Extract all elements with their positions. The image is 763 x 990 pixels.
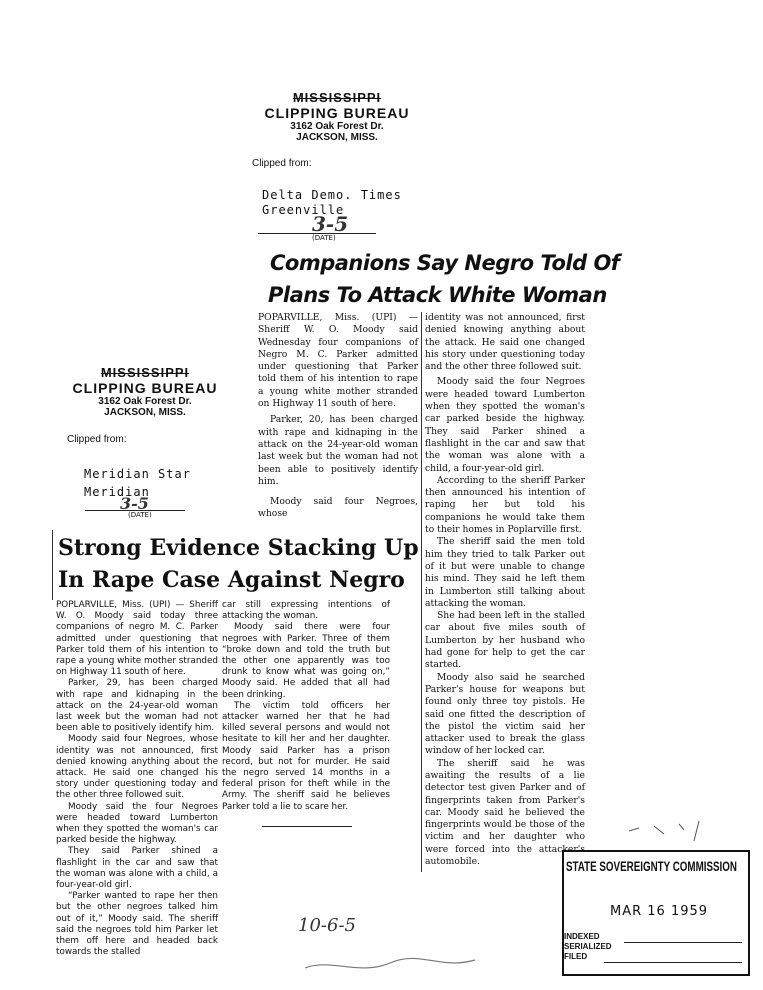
bureau-address: 3162 Oak Forest Dr. [290,121,384,132]
article-bottom-column-2 [222,600,390,813]
article-paragraph: According to the sheriff Parker then announced his intention of raping her but told his companions he would take them to their homes in Poplarville first. [425,474,585,536]
date-label-top: (DATE) [312,234,336,242]
stamp-rule [624,942,742,943]
article-paragraph: “Parker wanted to rape her then but the other negroes talked him out of it,” Moody said. The sheriff said the negroes told him Parker let them off here and headed back towards the stalled [56,891,218,958]
bureau-address: 3162 Oak Forest Dr. [98,396,192,407]
headline-bottom-line2: In Rape Case Against Negro [58,567,405,593]
bureau-name: CLIPPING BUREAU [264,105,410,121]
commission-title: STATE SOVEREIGNTY COMMISSION [566,858,737,874]
handwritten-file-number: 10-6-5 [298,915,356,936]
stamp-rule [604,962,742,963]
headline-bottom-line1: Strong Evidence Stacking Up [58,535,419,561]
headline-top-line1: Companions Say Negro Told Of [270,251,620,275]
clipped-from-label-top: Clipped from: [252,158,312,169]
handwritten-scribble [300,948,480,978]
headline-top-line2: Plans To Attack White Woman [268,283,607,307]
article-top-column-1 [258,312,418,521]
clipped-from-label-left: Clipped from: [67,434,127,445]
article-paragraph: Moody said the four Negroes were headed toward Lumberton when they spotted the woman's car parked beside the highway. [56,801,218,846]
newspaper-name-left: Meridian Star [84,467,191,481]
commission-date: MAR 16 1959 [610,904,709,919]
article-paragraph: car still expressing intentions of attacking the woman. [222,600,390,622]
article-paragraph: identity was not announced, first denied knowing anything about the attack. He said one changed his story under questioning today and the other three followed suit. [425,312,585,373]
article-bottom-column-1 [56,600,218,959]
article-paragraph: The sheriff said he was awaiting the results of a lie detector test given Parker and of fingerprints taken from Parker's car. Moody said he believed the fingerprints would be those of the victim and her daughter who were forced into the attacker's automobile. [425,757,585,868]
article-paragraph: POPLARVILLE, Miss. (UPI) — Sheriff W. O. Moody said today three companions of negro M. C. Parker admitted under questioning that Parker told them of his intention to rape a young white mother stranded on Highway 11 south of here. [56,600,218,678]
serialized-label: SERIALIZED [564,942,612,951]
bureau-state: MISSISSIPPI [100,365,190,380]
article-top-column-2 [425,312,585,868]
newspaper-city-left: Meridian [84,485,150,499]
article-paragraph: Moody said there were four negroes with Parker. Three of them “broke down and told the truth but the other one apparently was too drunk to know what was going on,” Moody said. He added that all had been drinking. [222,622,390,700]
filed-label: FILED [564,952,588,961]
article-paragraph: Parker, 20, has been charged with rape and kidnaping in the attack on the 24-year-old woman last week but the woman had not been able to positively identify him. [258,414,418,487]
article-paragraph: She had been left in the stalled car about five miles south of Lumberton by her husband who had gone for help to get the car started. [425,610,585,671]
article-bottom-left-border [52,530,53,600]
newspaper-name-top: Delta Demo. Times [262,188,402,202]
corner-scribble [624,816,714,846]
article-paragraph: Parker, 29, has been charged with rape and kidnaping in the attack on the 24-year-old woman last week but the woman had not been able to positively identify him. [56,678,218,734]
column-divider-top [421,312,422,872]
date-label-left: (DATE) [128,511,152,519]
article-paragraph: POPARVILLE, Miss. (UPI) — Sheriff W. O. Moody said Wednesday four companions of Negro M. C. Parker admitted under questioning that Parker told them of his intention to rape a young white mother stranded on Highway 11 south of here. [258,312,418,410]
clipping-bureau-stamp-top [262,90,412,143]
bureau-name: CLIPPING BUREAU [72,380,218,396]
date-handwritten-top: 3-5 [312,212,349,236]
bureau-city: JACKSON, MISS. [104,407,186,418]
commission-received-stamp [562,850,750,976]
clipping-bureau-stamp-left [70,365,220,418]
article-paragraph: The victim told officers her attacker warned her that he had killed several persons and would not hesitate to kill her and her daughter. Moody said Parker has a prison record, but not for murder. He said the negro served 14 months in a federal prison for theft while in the Army. The sheriff said he believes Parker told a lie to scare her. [222,700,390,812]
article-paragraph: They said Parker shined a flashlight in the car and saw that the woman was alone with a child, a four-year-old girl. [56,846,218,891]
date-handwritten-left: 3-5 [120,494,149,513]
article-paragraph: Moody said four Negroes, whose identity was not announced, first denied knowing anything about the attack. He said one changed his story under questioning today and the other three followed suit. [56,734,218,801]
indexed-label: INDEXED [564,932,600,941]
newspaper-city-top: Greenville [262,203,345,217]
bureau-city: JACKSON, MISS. [296,132,378,143]
article-paragraph: The sheriff said the men told him they tried to talk Parker out of it but were unable to change his mind. They said he left them in Lumberton still talking about attacking the woman. [425,536,585,609]
article-paragraph: Moody also said he searched Parker's house for weapons but found only three toy pistols. He said one fitted the description of the pistol the victim said her attacker used to break the glass window of her locked car. [425,671,585,757]
bureau-state: MISSISSIPPI [292,90,382,105]
article-paragraph: Moody said four Negroes, whose [258,496,418,520]
article-paragraph: Moody said the four Negroes were headed toward Lumberton when they spotted the woman's car parked beside the highway. They said Parker shined a flashlight in the car and saw that the woman was alone with a child, a four-year-old girl. [425,376,585,474]
article-end-rule [262,826,352,827]
